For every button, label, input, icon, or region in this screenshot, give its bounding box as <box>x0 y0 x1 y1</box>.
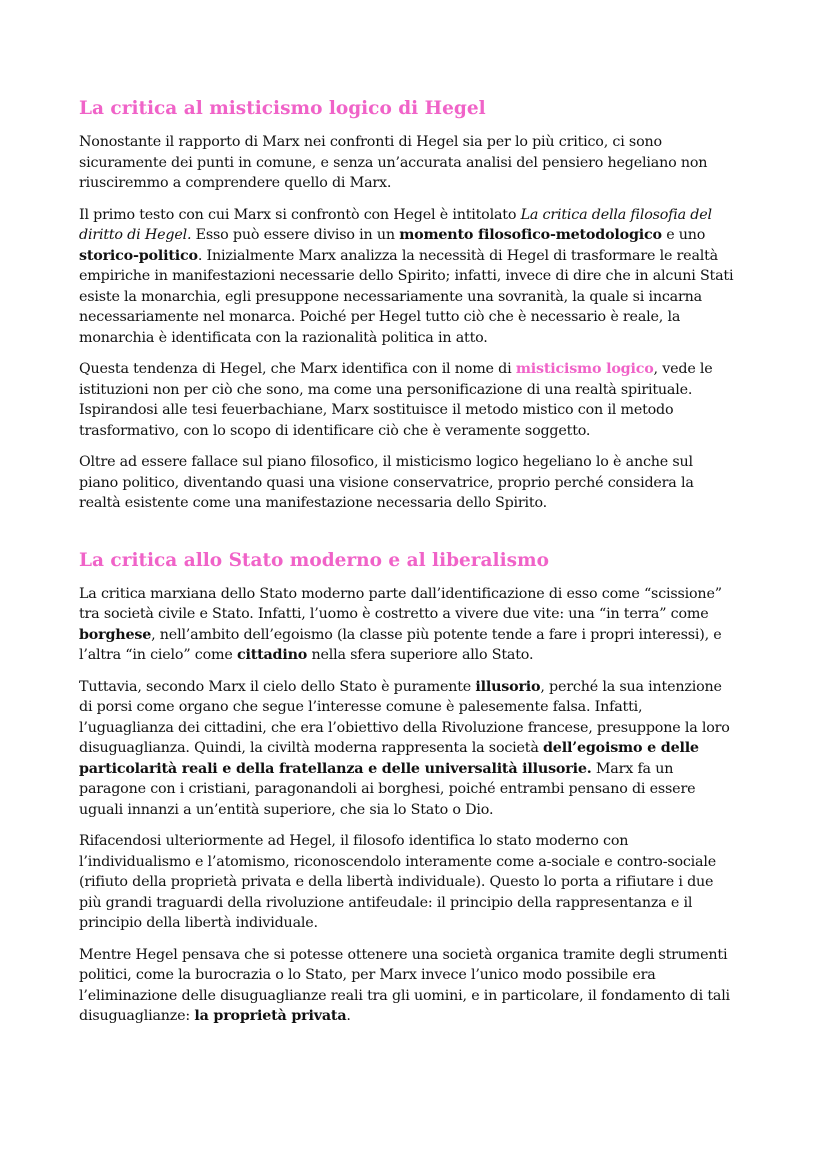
highlighted-term: misticismo logico <box>515 361 654 377</box>
bold-term: la proprietà privata <box>194 1008 347 1024</box>
text-run: . Inizialmente Marx analizza la necessità di Hegel di trasformare le realtà empiriche in manifestazioni necessarie dello Spirito; infatti, invece di dire che in alcuni Stati esiste la monarchia, egli presuppone necessariamente una sovranità, la quale si incarna necessariamente nel monarca. Poiché per Hegel tutto ciò che è necessario è reale, la monarchia è identificata con la razionalità politica in atto. <box>79 247 734 346</box>
text-run: Il primo testo con cui Marx si confrontò con Hegel è intitolato <box>79 206 521 223</box>
paragraph <box>79 205 736 349</box>
section-stato-moderno <box>79 548 736 1027</box>
bold-term: cittadino <box>236 647 308 663</box>
paragraph <box>79 945 736 1027</box>
section-heading: La critica al misticismo logico di Hegel <box>79 98 486 119</box>
text-run: , vede le istituzioni non per ciò che sono, ma come una personificazione di una realtà spirituale. Ispirandosi alle tesi feuerbachiane, Marx sostituisce il metodo mistico con il metodo trasformativo, con lo scopo di identificare ciò che è veramente soggetto. <box>79 361 713 439</box>
bold-term: illusorio <box>475 678 541 695</box>
text-run: , perché la sua intenzione di porsi come organo che segue l’interesse comune è palesemente falsa. Infatti, l’uguaglianza dei cittadini, che era l’obiettivo della Rivoluzione francese, presuppone la loro disuguaglianza. Quindi, la civiltà moderna rappresenta la società <box>79 678 730 756</box>
text-run: . <box>346 1008 351 1024</box>
paragraph: Nonostante il rapporto di Marx nei confronti di Hegel sia per lo più critico, ci sono sicuramente dei punti in comune, e senza un’accurata analisi del pensiero hegeliano non riusciremmo a comprendere quello di Marx. <box>79 134 708 191</box>
text-run: La critica marxiana dello Stato moderno parte dall’identificazione di esso come “scissione” tra società civile e Stato. Infatti, l’uomo è costretto a vivere due vite: una “in terra” come <box>79 585 722 622</box>
text-run: e uno <box>661 227 706 243</box>
text-run: , nell’ambito dell’egoismo (la classe più potente tende a fare i propri interessi), e l’altra “in cielo” come <box>79 626 722 663</box>
text-run: nella sfera superiore allo Stato. <box>307 647 534 663</box>
book-title: La critica della filosofia del diritto di Hegel. <box>79 206 712 243</box>
text-run: Marx fa un paragone con i cristiani, paragonandoli ai borghesi, poiché entrambi pensano di essere uguali innanzi a un’entità superiore, che sia lo Stato o Dio. <box>79 760 696 818</box>
paragraph <box>79 677 736 821</box>
paragraph <box>79 359 736 441</box>
bold-term: dell’egoismo e delle particolarità reali e della fratellanza e delle universalità illusorie. <box>79 740 699 777</box>
text-run: Mentre Hegel pensava che si potesse ottenere una società organica tramite degli strumenti politici, come la burocrazia o lo Stato, per Marx invece l’unico modo possibile era l’eliminazione delle disuguaglianze reali tra gli uomini, e in particolare, il fondamento di tali disuguaglianze: <box>79 946 730 1024</box>
paragraph: Rifacendosi ulteriormente ad Hegel, il filosofo identifica lo stato moderno con l’individualismo e l’atomismo, riconoscendolo interamente come a-sociale e contro-sociale (rifiuto della proprietà privata e della libertà individuale). Questo lo porta a rifiutare i due più grandi traguardi della rivoluzione antifeudale: il principio della rappresentanza e il principio della libertà individuale. <box>79 833 717 931</box>
section-heading: La critica allo Stato moderno e al liberalismo <box>79 549 549 571</box>
section-misticismo-logico <box>79 96 736 514</box>
text-run: Tuttavia, secondo Marx il cielo dello Stato è puramente <box>79 678 476 695</box>
text-run: Esso può essere diviso in un <box>191 227 400 243</box>
paragraph: Oltre ad essere fallace sul piano filosofico, il misticismo logico hegeliano lo è anche sul piano politico, diventando quasi una visione conservatrice, proprio perché considera la realtà esistente come una manifestazione necessaria dello Spirito. <box>79 454 694 511</box>
bold-term: momento filosofico-metodologico <box>399 227 662 243</box>
bold-term: borghese <box>79 626 152 643</box>
bold-term: storico-politico <box>79 247 198 264</box>
text-run: Questa tendenza di Hegel, che Marx identifica con il nome di <box>79 361 516 377</box>
paragraph <box>79 584 736 666</box>
